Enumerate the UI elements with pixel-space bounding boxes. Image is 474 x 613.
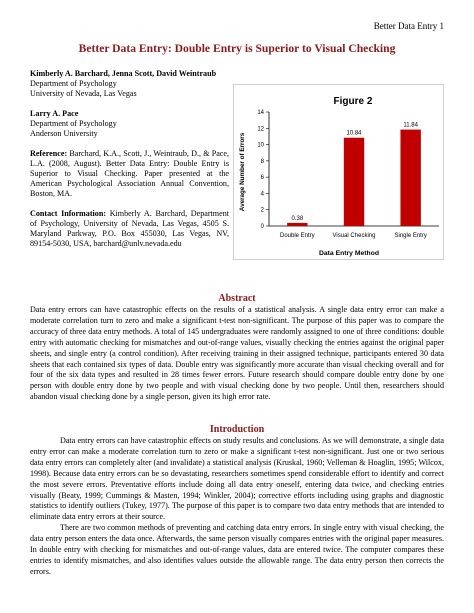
y-tick-label: 4	[260, 191, 264, 198]
intro-paragraph-2: There are two common methods of preventing and catching data entry errors. In single entry with visual checking, the data entry person enters the data once. Afterwards, the same person visually compares entries with the original paper measures. In double entry with checking for mismatches and out-of-range values, data are entered twice. The computer compares these entries to identify mismatches, and also identifies values outside the allowable range. The data entry person then corrects the errors.	[30, 523, 444, 576]
x-category-label: Visual Checking	[332, 233, 376, 239]
x-axis-label: Data Entry Method	[318, 250, 380, 257]
paper-title: Better Data Entry: Double Entry is Superior to Visual Checking	[78, 42, 396, 55]
y-tick-label: 8	[260, 158, 264, 165]
y-tick-label: 12	[257, 126, 264, 133]
contact-text: Kimberly A. Barchard, Department of Psychology, University of Nevada, Las Vegas, 4505 S. Maryland Parkway, P.O. Box 455030, Las Vegas, NV, 89154-5030, USA, barchard@unlv.nevada.edu	[30, 209, 229, 248]
second-author-name: Larry A. Pace	[30, 109, 79, 118]
abstract-heading: Abstract	[218, 293, 256, 304]
reference-block	[30, 149, 229, 199]
chart-title: Figure 2	[333, 96, 373, 107]
y-axis-label: Average Number of Errors	[239, 132, 246, 212]
introduction-body	[30, 436, 444, 578]
introduction-heading: Introduction	[209, 424, 265, 435]
author-institution: University of Nevada, Las Vegas	[30, 89, 137, 98]
y-tick-label: 2	[260, 207, 264, 214]
intro-paragraph-1: Data entry errors can have catastrophic effects on study results and conclusions. As we will demonstrate, a single data entry error can make a moderate correlation turn to zero or make a significant t-test non-significant. Just one or two serious data entry errors can completely alter (and invalidate) a statistical analysis (Kruskal, 1960; Velleman & Hoaglin, 1995; Wilcox, 1998). Because data entry errors can be so devastating, researchers sometimes spend considerable effort to identify and correct the most severe errors. Preventative efforts include doing all data entry oneself, entering data twice, and checking entries visually (Beaty, 1999; Cummings & Masten, 1994; Winkler, 2004); corrective efforts including using graphs and diagnostic statistics to identify outliers (Tukey, 1977). The purpose of this paper is to compare two data entry methods that are intended to eliminate data entry errors at their source.	[30, 436, 444, 522]
author-department: Department of Psychology	[30, 79, 117, 88]
author-column	[30, 69, 229, 249]
bar-visual-checking	[344, 138, 364, 226]
reference-label: Reference:	[30, 149, 68, 158]
bar-value-label: 11.84	[403, 122, 418, 129]
y-tick-label: 10	[257, 142, 264, 149]
contact-label: Contact Information:	[30, 209, 107, 218]
reference-text: Barchard, K.A., Scott, J., Weintraub, D., & Pace, L.A. (2008, August). Better Data Entry: Double Entry is Superior to Visual Checking. Paper presented at the American Psychological Association Annual Convention, Boston, MA.	[30, 149, 230, 198]
figure-2-bar-chart	[233, 84, 444, 260]
bar-value-label: 0.38	[291, 215, 304, 222]
bar-single-entry	[400, 130, 420, 226]
bar-value-label: 10.84	[346, 130, 362, 137]
abstract-text: Data entry errors can have catastrophic effects on the results of a statistical analysis. A single data entry error can make a moderate correlation turn to zero and make a significant t-test non-significant. The purpose of this paper was to compare the accuracy of three data entry methods. A total of 145 undergraduates were randomly assigned to one of three conditions: double entry with automatic checking for mismatches and out-of-range values, visually checking the entries against the original paper sheets, and single entry (a control condition). After receiving training in their assigned technique, participants entered 30 data sheets that each contained six types of data. Double entry was significantly more accurate than visual checking overall and for four of the six data types and resulted in 28 times fewer errors. Future research should compare double entry done by one person with double entry done by two people and with visual checking done by two people. Until then, researchers should abandon visual checking done by a single person, given its high error rate.	[30, 305, 444, 402]
bar-double-entry	[287, 223, 307, 226]
second-author-institution: Anderson University	[30, 129, 98, 138]
second-author-department: Department of Psychology	[30, 119, 117, 128]
contact-block	[30, 209, 229, 249]
y-tick-label: 6	[260, 175, 264, 182]
x-category-label: Double Entry	[279, 233, 315, 239]
y-tick-label: 0	[260, 224, 264, 230]
y-tick-label: 14	[257, 110, 264, 116]
running-head: Better Data Entry 1	[373, 21, 444, 31]
author-names: Kimberly A. Barchard, Jenna Scott, David Weintraub	[30, 69, 217, 78]
x-category-label: Single Entry	[394, 233, 427, 239]
